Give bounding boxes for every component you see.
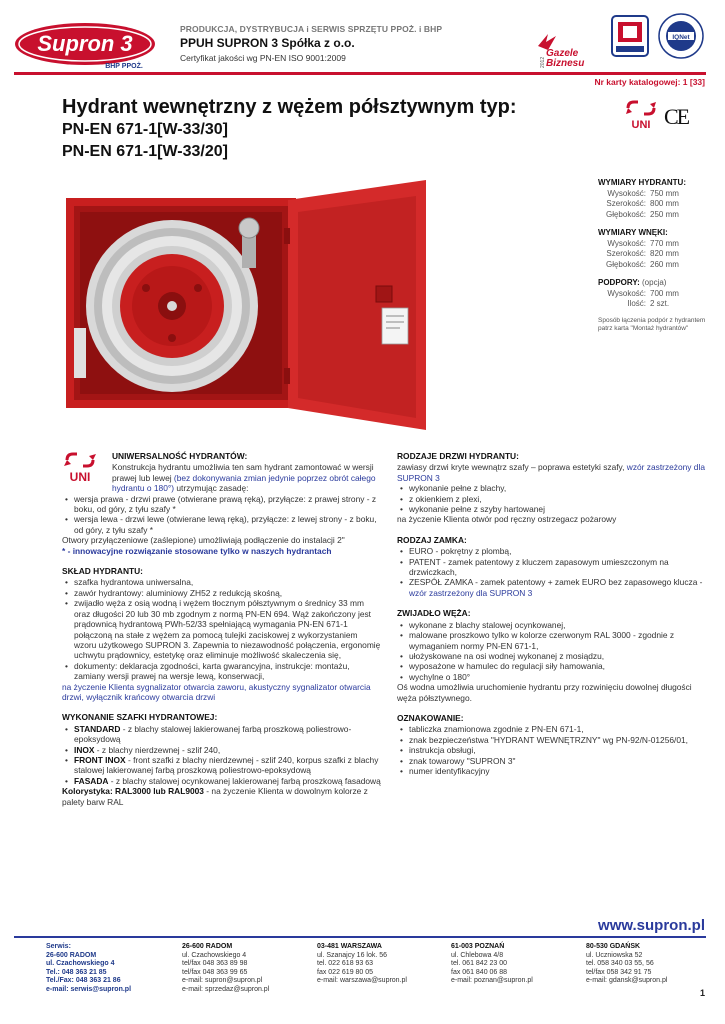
openings-text: Otwory przyłączeniowe (zaślepione) umożliwiają podłączenie do instalacji 2" <box>62 535 345 546</box>
cabinet-desc: - z blachy stalowej ocynkowanej lakierowanej farbą proszkową fasadową <box>108 775 381 786</box>
list-item: • z okienkiem z plexi, <box>397 494 709 504</box>
footer-email[interactable]: e-mail: sprzedaz@supron.pl <box>182 985 270 993</box>
list-item: • malowane proszkowo tylko w kolorze czerwonym RAL 3000 - zgodnie z wymaganiem normy PN-EN 671-1, <box>397 630 709 651</box>
footer-line: ul. Czachowskiego 4 <box>46 960 115 968</box>
dim-label: Wysokość: <box>607 288 646 298</box>
universal-text-link: (bez dokonywania zmian jedynie poprzez obrót całego hydrantu o 180°) <box>112 472 376 494</box>
universal-text-a: Konstrukcja hydrantu umożliwia ten sam hydrant zamontować w wersji prawej lub lewej <box>112 462 374 483</box>
colors-text <box>62 786 382 807</box>
list-item: • ułożyskowane na osi wodnej wykonanej z mosiądzu, <box>397 651 709 661</box>
footer-line: Tel./Fax: 048 363 21 86 <box>46 977 121 985</box>
footer-city: 26-600 RADOM <box>182 943 233 950</box>
dim-label: Szerokość: <box>606 199 646 208</box>
footer-line: ul. Czachowskiego 4 <box>182 951 247 959</box>
list-item: • szafka hydrantowa uniwersalna, <box>62 577 382 587</box>
list-item: • wychylne o 180° <box>397 672 709 682</box>
dim-label: Wysokość: <box>607 188 646 198</box>
dim-label: Głębokość: <box>605 209 646 219</box>
footer-radom-column <box>182 943 312 995</box>
footer-line: ul. Szanajcy 16 lok. 56 <box>317 951 388 959</box>
stands-heading-label: PODPORY: <box>598 278 640 287</box>
header-company: PPUH SUPRON 3 Spółka z o.o. <box>180 36 355 50</box>
list-item: • znak bezpieczeństwa "HYDRANT WEWNĘTRZNY" wg PN-92/N-01256/01, <box>397 735 709 745</box>
gazele-text: Gazele <box>546 48 579 59</box>
footer-city: 80-530 GDAŃSK <box>586 943 641 950</box>
footer-line: 26-600 RADOM <box>46 951 97 959</box>
innovative-note: * - innowacyjne rozwiązanie stosowane tylko w naszych hydrantach <box>62 545 332 556</box>
reel-list <box>397 620 709 682</box>
universal-list <box>62 494 382 536</box>
ce-mark: CE <box>664 104 689 129</box>
header-divider <box>14 72 706 75</box>
right-column <box>397 451 709 776</box>
list-item: • wykonanie pełne z szyby hartowanej <box>397 504 709 514</box>
list-item <box>62 776 382 786</box>
footer-line: ul. Uczniowska 52 <box>586 951 643 959</box>
universal-heading: UNIWERSALNOŚĆ HYDRANTÓW: <box>112 451 248 461</box>
list-item: • numer identyfikacyjny <box>397 766 709 776</box>
list-item <box>397 577 709 598</box>
list-item: • wyposażone w hamulec do regulacji siły hamowania, <box>397 661 709 671</box>
cabinet-type: STANDARD <box>74 723 121 734</box>
page-number: 1 <box>699 988 705 998</box>
reel-note: Oś wodna umożliwia uruchomienie hydrantu przy rozwinięciu dowolnej długości węża półsztywnego. <box>397 682 692 703</box>
doors-note: na życzenie Klienta otwór pod ręczny ostrzegacz pożarowy <box>397 514 617 525</box>
cabinet-type: FRONT INOX <box>74 754 126 765</box>
header-certificate: Certyfikat jakości wg PN-EN ISO 9001:2009 <box>180 53 346 63</box>
list-item: • dokumenty: deklaracja zgodności, karta gwarancyjna, instrukcje: montażu, zamiany wersji prawej na wersje lewą, konserwacji, <box>62 661 382 682</box>
gazele-biznesu-badge <box>534 24 596 70</box>
composition-list <box>62 577 382 681</box>
list-item: • wykonanie pełne z blachy, <box>397 483 709 493</box>
dim-value: 750 mm <box>650 188 679 198</box>
uni-mark-icon <box>624 100 658 130</box>
footer-line: Serwis: <box>46 943 71 950</box>
cabinet-heading: WYKONANIE SZAFKI HYDRANTOWEJ: <box>62 712 218 723</box>
dim-value: 250 mm <box>650 209 679 219</box>
iqnet-badge-icon <box>654 12 708 60</box>
list-item: • zwijadło węża z osią wodną i wężem tłocznym półsztywnym o średnicy 33 mm oraz długości 20 lub 30 mb zgodnym z normą PN-EN 694. Wąż zakończony jest prądownicą hydrantową PWh-52/33 spełniającą wymagania PN-EN 671-1 połączoną na stałe z wężem za pomocą tulejki zaciskowej z wykorzystaniem wzoru użytkowego SUPRON 3. Zapewnia to niezawodność połączenia, ergonomię uchwytu prądownicy, estetykę oraz eliminuje możliwość skaleczenia się, <box>62 598 382 660</box>
list-item <box>62 745 382 755</box>
composition-heading: SKŁAD HYDRANTU: <box>62 566 143 577</box>
universal-text-b: utrzymując zasadę: <box>176 483 249 494</box>
footer-divider <box>14 936 706 938</box>
dim-value: 700 mm <box>650 288 679 298</box>
title-line-3: PN-EN 671-1[W-33/20] <box>62 143 228 160</box>
logo-subtext: BHP PPOŻ. <box>105 63 143 70</box>
list-item <box>62 724 382 745</box>
header-tagline: PRODUKCJA, DYSTRYBUCJA i SERWIS SPRZĘTU PPOŻ. i BHP <box>180 24 443 34</box>
left-column <box>62 451 382 807</box>
title-line-2: PN-EN 671-1[W-33/30] <box>62 121 228 138</box>
website-link[interactable]: www.supron.pl <box>598 917 705 934</box>
doors-heading: RODZAJE DRZWI HYDRANTU: <box>397 451 519 461</box>
page-title <box>62 95 582 163</box>
iqnet-text: IQNet <box>672 34 690 41</box>
certification-badge-icon <box>610 14 650 58</box>
uni-text: UNI <box>631 119 651 130</box>
dim-label: Wysokość: <box>607 238 646 248</box>
colors-label: Kolorystyka: RAL3000 lub RAL9003 <box>62 786 204 797</box>
footer-email[interactable]: e-mail: serwis@supron.pl <box>46 985 132 993</box>
logo-text: Supron 3 <box>37 31 133 56</box>
doors-link: wzór zastrzeżony dla SUPRON 3 <box>397 462 705 483</box>
title-line-1: Hydrant wewnętrzny z wężem półsztywnym typ: <box>62 96 517 118</box>
footer-line: tel/fax 048 363 99 65 <box>182 968 248 976</box>
footer-line: fax 022 619 80 05 <box>317 968 374 976</box>
doors-list <box>397 483 709 514</box>
biznesu-text: Biznesu <box>546 58 585 69</box>
footer-line: Tel.: 048 363 21 85 <box>46 968 107 976</box>
hydrant-dimensions-heading: WYMIARY HYDRANTU: <box>598 178 686 187</box>
marking-list <box>397 724 709 776</box>
list-item: • wersja prawa - drzwi prawe (otwierane prawą ręką), przyłącze: z prawej strony - z boku, od góry, z tyłu szafy * <box>62 494 382 515</box>
footer-city: 03-481 WARSZAWA <box>317 943 382 950</box>
niche-dimensions-heading: WYMIARY WNĘKI: <box>598 228 668 237</box>
list-item: • instrukcja obsługi, <box>397 745 709 755</box>
stands-note: Sposób łączenia podpór z hydrantem patrz karta "Montaż hydrantów" <box>598 316 706 332</box>
colors-desc: - na życzenie Klienta w dowolnym kolorze z palety barw RAL <box>62 786 368 807</box>
dimensions-panel <box>598 178 718 333</box>
reel-heading: ZWIJADŁO WĘŻA: <box>397 608 471 619</box>
list-item <box>62 755 382 776</box>
footer-line: tel/fax 058 342 91 75 <box>586 968 652 976</box>
list-item: • tabliczka znamionowa zgodnie z PN-EN 671-1, <box>397 724 709 734</box>
catalog-number: Nr karty katalogowej: 1 [33] <box>594 77 705 87</box>
footer-email[interactable]: e-mail: supron@supron.pl <box>182 977 263 985</box>
dim-value: 800 mm <box>650 199 679 208</box>
list-item: • wykonane z blachy stalowej ocynkowanej, <box>397 620 709 630</box>
footer-email[interactable]: e-mail: gdansk@supron.pl <box>586 977 668 985</box>
cabinet-desc: - z blachy stalowej lakierowanej farbą proszkową poliestrowo-epoksydową <box>74 723 352 745</box>
dim-label: Ilość: <box>627 299 646 308</box>
marking-heading: OZNAKOWANIE: <box>397 712 464 723</box>
universal-text <box>112 462 382 493</box>
dim-value: 260 mm <box>650 259 679 269</box>
stands-optional: (opcja) <box>642 278 667 287</box>
footer-line: tel/fax 048 363 89 98 <box>182 960 248 968</box>
footer-email[interactable]: e-mail: poznan@supron.pl <box>451 977 533 985</box>
composition-options: na życzenie Klienta sygnalizator otwarcia zaworu, akustyczny sygnalizator otwarcia drzwi, wyłącznik krańcowy otwarcia drzwi <box>62 681 371 702</box>
dim-value: 770 mm <box>650 238 679 248</box>
footer-email[interactable]: e-mail: warszawa@supron.pl <box>317 977 407 985</box>
footer-line: tel. 058 340 03 55, 56 <box>586 960 654 968</box>
doors-text <box>397 462 709 483</box>
dim-label: Szerokość: <box>606 249 646 258</box>
footer-service-column <box>46 943 176 995</box>
footer-line: tel. 022 618 93 63 <box>317 960 374 968</box>
dim-value: 2 szt. <box>650 299 670 308</box>
uni-universal-text: UNI <box>69 470 91 483</box>
lock-link: wzór zastrzeżony dla SUPRON 3 <box>409 587 533 598</box>
footer-line: fax 061 840 06 88 <box>451 968 508 976</box>
cabinet-desc: - z blachy nierdzewnej - szlif 240, <box>94 744 221 755</box>
doors-text-a: zawiasy drzwi kryte wewnątrz szafy – poprawa estetyki szafy, <box>397 462 625 473</box>
stands-heading <box>598 278 718 289</box>
footer-warszawa-column <box>317 943 447 986</box>
footer-line: ul. Chlebowa 4/8 <box>451 951 504 959</box>
cabinet-list <box>62 724 382 786</box>
hydrant-photo <box>66 178 436 434</box>
footer-line: tel. 061 842 23 00 <box>451 960 508 968</box>
gazele-year: 2012 <box>540 56 546 68</box>
supron-logo <box>14 22 156 70</box>
footer-poznan-column <box>451 943 581 986</box>
cabinet-desc: - front szafki z blachy nierdzewnej - szlif 240, korpus szafki z blachy stalowej lakierowanej farbą proszkową poliestrowo-epoksydową <box>74 754 379 776</box>
lock-item-text: ZESPÓŁ ZAMKA - zamek patentowy + zamek EURO bez zapasowego klucza - <box>409 577 703 588</box>
list-item: • PATENT - zamek patentowy z kluczem zapasowym umieszczonym na drzwiczkach, <box>397 557 709 578</box>
cabinet-type: FASADA <box>74 775 109 786</box>
list-item: • zawór hydrantowy: aluminiowy ZH52 z redukcją skośną, <box>62 588 382 598</box>
footer-city: 61-003 POZNAŃ <box>451 943 505 950</box>
list-item: • wersja lewa - drzwi lewe (otwierane lewą ręką), przyłącze: z lewej strony - z boku, od góry, z tyłu szafy * <box>62 514 382 535</box>
lock-heading: RODZAJ ZAMKA: <box>397 534 467 545</box>
list-item: • znak towarowy "SUPRON 3" <box>397 756 709 766</box>
footer-gdansk-column <box>586 943 716 986</box>
cabinet-type: INOX <box>74 744 95 755</box>
list-item: • EURO - pokrętny z plombą, <box>397 546 709 556</box>
uni-universal-icon <box>62 451 98 481</box>
dim-value: 820 mm <box>650 249 679 258</box>
lock-list <box>397 546 709 598</box>
dim-label: Głębokość: <box>605 259 646 269</box>
